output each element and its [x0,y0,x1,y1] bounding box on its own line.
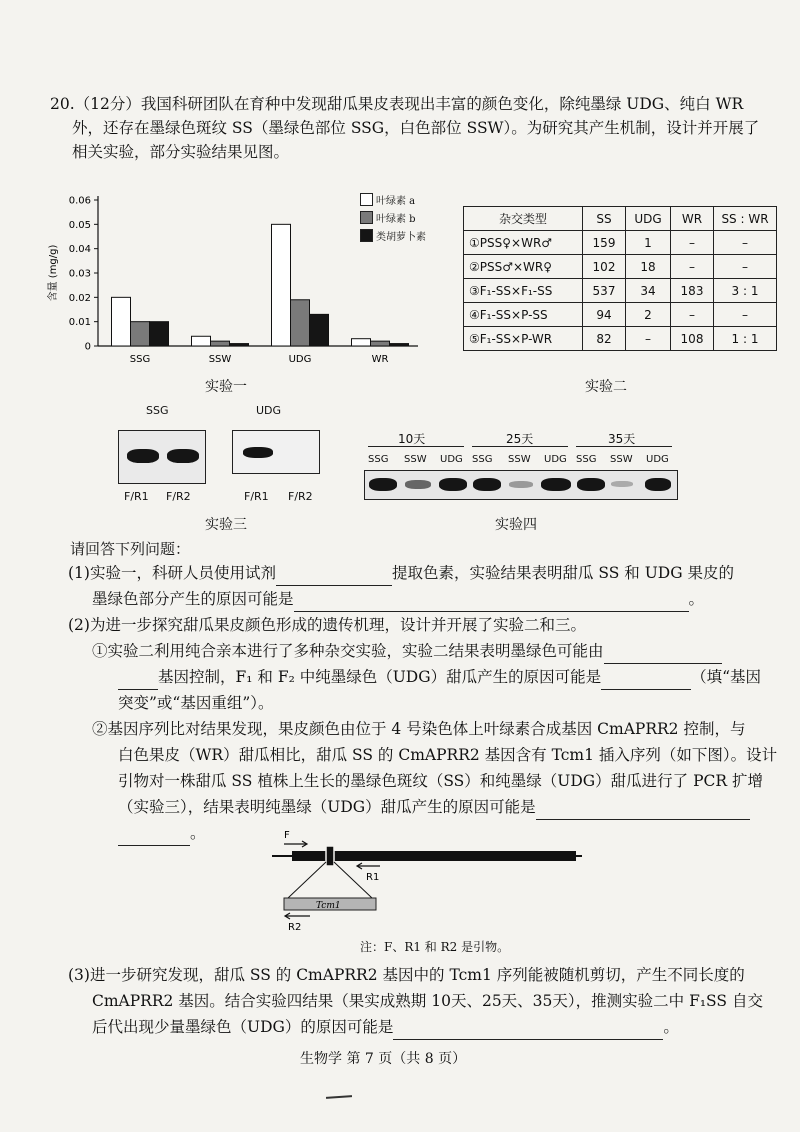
legend-item [360,208,426,226]
table-cell: 159 [583,231,626,255]
y-tick-label: 0.03 [68,268,91,280]
gel-band [439,478,467,491]
answer-blank-5b[interactable] [118,827,190,846]
table-cell: ④F₁-SS×P-SS [464,303,583,327]
bar-udg-2 [310,314,329,346]
gel-band [577,478,605,491]
gel-udg [232,430,320,474]
gel-band [509,481,533,488]
col-header: WR [671,207,714,231]
gel-band [405,480,431,489]
lane-label: SSW [610,454,633,465]
q2-text: （填“基因 [691,668,762,686]
lane-label: UDG [440,454,463,465]
q3-line1: (3)进一步研究发现，甜瓜 SS 的 CmAPRR2 基因中的 Tcm1 序列能被随机剪切，产生不同长度的 [68,966,745,984]
table-cell: 183 [671,279,714,303]
y-tick-label: 0.02 [68,292,91,304]
q3-line3 [92,1014,782,1040]
bar-udg-0 [272,224,291,346]
primer-f-label: F [284,830,290,841]
y-axis-label: 含量 (mg/g) [48,244,59,302]
q2-s1-line1 [92,638,782,664]
exp4-title: 实验四 [495,517,537,533]
primer-note: 注：F、R1 和 R2 是引物。 [360,940,510,954]
legend-label: 叶绿素 a [376,195,416,207]
table-cell: – [714,231,777,255]
bar-wr-0 [352,339,371,346]
page-mark [326,1095,352,1099]
ssg-label: SSG [146,404,169,417]
bar-ssw-2 [230,344,249,346]
lane-label: SSG [576,454,597,465]
table-cell: 34 [626,279,671,303]
lane-label: F/R2 [166,490,191,503]
table-row [464,327,777,351]
lane-label: F/R1 [244,490,269,503]
x-tick-label: WR [371,354,389,365]
table-cell: ③F₁-SS×F₁-SS [464,279,583,303]
table-cell: 3 : 1 [714,279,777,303]
answer-blank-5[interactable] [536,801,750,820]
q2-s2-line2: 白色果皮（WR）甜瓜相比，甜瓜 SS 的 CmAPRR2 基因含有 Tcm1 插入序列（如下图）。设计 [118,746,778,764]
insertion-site [326,846,334,866]
table-cell: 1 : 1 [714,327,777,351]
legend-item [360,190,426,208]
group-bracket [472,446,568,447]
table-cell: ①PSS♀×WR♂ [464,231,583,255]
ask-prompt: 请回答下列问题： [70,540,191,558]
table-cell: 537 [583,279,626,303]
table-cell: – [671,303,714,327]
table-cell: – [626,327,671,351]
answer-blank-3b[interactable] [118,671,158,690]
q3-text: 后代出现少量墨绿色（UDG）的原因可能是 [92,1018,394,1036]
table-cell: – [671,255,714,279]
group-label: 35天 [608,432,636,446]
group-label: 10天 [398,432,426,446]
col-header: SS [583,207,626,231]
answer-blank-3[interactable] [604,645,722,664]
q1-line2 [92,586,782,612]
q2-text: ①实验二利用纯合亲本进行了多种杂交实验，实验二结果表明墨绿色可能由 [92,642,604,660]
gel-ssg [118,430,206,484]
lane-label: F/R2 [288,490,313,503]
table-cell: – [714,303,777,327]
legend-label: 叶绿素 b [376,213,416,225]
q3-line2: CmAPRR2 基因。结合实验四结果（果实成熟期 10天、25天、35天），推测实验二中 F₁SS 自交 [92,992,763,1010]
x-tick-label: SSW [208,354,232,365]
lane-label: F/R1 [124,490,149,503]
q3-text: 。 [663,1018,679,1036]
table-row [464,303,777,327]
group-bracket [368,446,464,447]
col-header: 杂交类型 [464,207,583,231]
table-header-row [464,207,777,231]
table-cell: 18 [626,255,671,279]
gene-diagram [262,826,592,938]
col-header: UDG [626,207,671,231]
table-cell: 108 [671,327,714,351]
exp2-title: 实验二 [585,379,627,395]
legend-item [360,226,426,244]
bar-ssg-1 [131,322,150,346]
q2-s2-line1: ②基因序列比对结果发现，果皮颜色由位于 4 号染色体上叶绿素合成基因 CmAPRR2 控制，与 [92,720,746,738]
table-row [464,279,777,303]
table-cell: 102 [583,255,626,279]
primer-r1-label: R1 [366,872,380,883]
tcm1-label: Tcm1 [316,901,341,911]
cross-table [463,206,777,351]
q2-text: （实验三），结果表明纯墨绿（UDG）甜瓜产生的原因可能是 [118,798,536,816]
table-cell: – [714,255,777,279]
answer-blank-1[interactable] [276,567,392,586]
insertion-line [288,862,326,898]
page-footer: 生物学 第 7 页（共 8 页） [300,1051,467,1067]
lane-label: SSW [508,454,531,465]
exp1-title: 实验一 [205,379,247,395]
table-cell: – [671,231,714,255]
lane-label: SSG [368,454,389,465]
lane-label: SSW [404,454,427,465]
table-cell: ②PSS♂×WR♀ [464,255,583,279]
answer-blank-2[interactable] [294,593,689,612]
stem-line-3: 相关实验，部分实验结果见图。 [72,143,290,161]
bar-ssg-2 [150,322,169,346]
gel-band [369,478,397,491]
bar-udg-1 [291,300,310,346]
gel-band [645,478,671,491]
bar-ssg-0 [112,297,131,346]
gel-band [473,478,501,491]
q2-s2-line3: 引物对一株甜瓜 SS 植株上生长的墨绿色斑纹（SS）和纯墨绿（UDG）甜瓜进行了 PCR 扩增 [118,772,763,790]
legend-swatch [360,193,373,206]
bar-ssw-1 [211,341,230,346]
y-tick-label: 0 [84,341,91,353]
legend-swatch [360,211,373,224]
q1-text-b: 提取色素，实验结果表明甜瓜 SS 和 UDG 果皮的 [391,564,735,582]
y-tick-label: 0.04 [68,244,91,256]
y-tick-label: 0.01 [68,317,91,329]
exp3-title: 实验三 [205,517,247,533]
gel-band [541,478,571,491]
q2-s2-line4 [118,794,800,820]
answer-blank-6[interactable] [393,1021,663,1040]
udg-label: UDG [256,404,282,417]
gel-band [167,449,199,463]
table-row [464,231,777,255]
lane-label: UDG [646,454,669,465]
table-cell: 1 [626,231,671,255]
q2-text: 基因控制，F₁ 和 F₂ 中纯墨绿色（UDG）甜瓜产生的原因可能是 [158,668,602,686]
stem-line-1: 20.（12分）我国科研团队在育种中发现甜瓜果皮表现出丰富的颜色变化，除纯墨绿 UDG、纯白 WR [50,95,744,113]
x-tick-label: UDG [288,354,312,365]
stem-line-2: 外，还存在墨绿色斑纹 SS（墨绿色部位 SSG，白色部位 SSW）。为研究其产生机制，设计并开展了 [72,119,760,137]
y-tick-label: 0.05 [68,219,91,231]
group-label: 25天 [506,432,534,446]
q1-text-a: (1)实验一，科研人员使用试剂 [68,564,276,582]
table-cell: 2 [626,303,671,327]
q1-text-d: 。 [688,590,705,608]
legend-swatch [360,229,373,242]
q2-text: 。 [190,824,206,842]
q1-line1 [68,560,758,586]
y-tick-label: 0.06 [68,195,91,207]
answer-blank-4[interactable] [601,671,691,690]
table-cell: 94 [583,303,626,327]
table-row [464,255,777,279]
lane-label: SSG [472,454,493,465]
q1-text-c: 墨绿色部分产生的原因可能是 [92,590,294,608]
table-cell: ⑤F₁-SS×P-WR [464,327,583,351]
col-header: SS : WR [714,207,777,231]
gel-exp4 [364,470,678,500]
gel-band [127,449,159,463]
table-cell: 82 [583,327,626,351]
gel-band [611,481,633,487]
primer-r2-label: R2 [288,922,302,933]
bar-ssw-0 [192,336,211,346]
bar-wr-2 [390,344,409,346]
q2-intro: (2)为进一步探究甜瓜果皮颜色形成的遗传机理，设计并开展了实验二和三。 [68,616,586,634]
gel-band [243,447,273,458]
group-bracket [576,446,672,447]
chart-legend [360,190,426,244]
q2-s1-line2 [118,664,800,690]
x-tick-label: SSG [129,354,151,365]
lane-label: UDG [544,454,567,465]
question-stem [50,92,760,164]
q2-s1-line3: 突变”或“基因重组”）。 [118,694,274,712]
bar-wr-1 [371,341,390,346]
legend-label: 类胡萝卜素 [376,231,426,243]
